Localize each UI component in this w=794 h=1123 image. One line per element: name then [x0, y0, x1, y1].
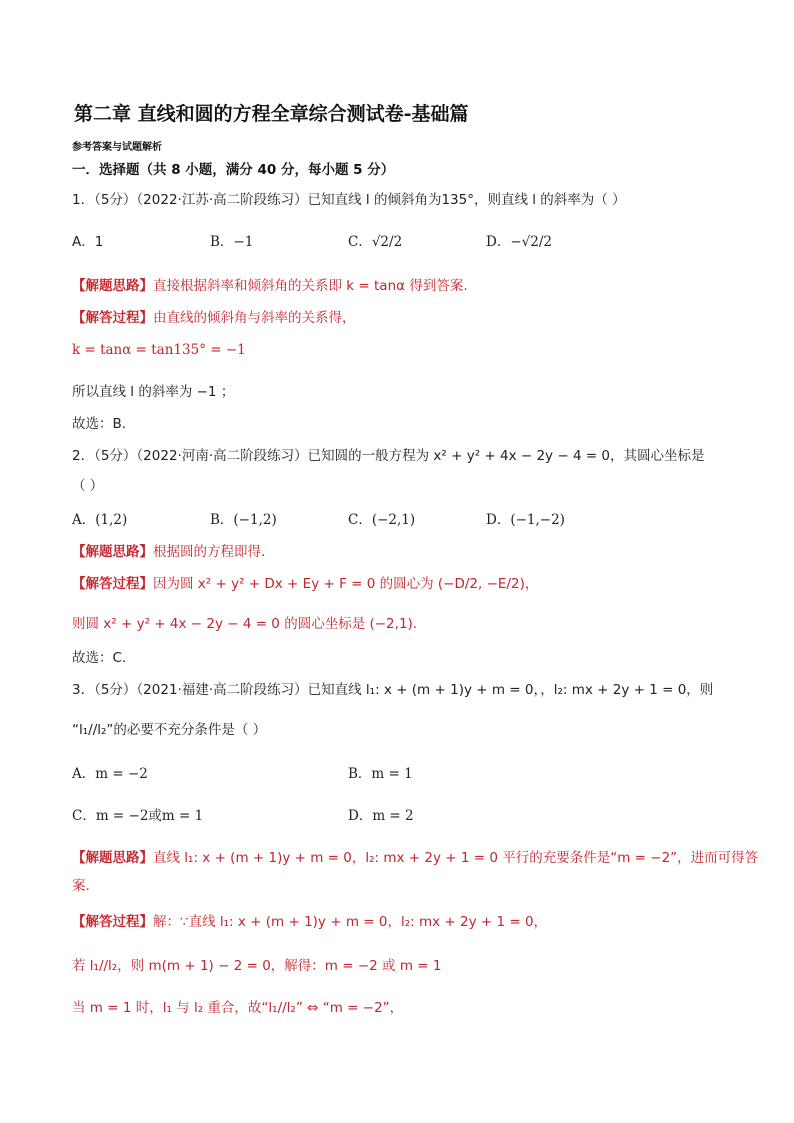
- q3-stem: 3．（5分）（2021·福建·高二阶段练习）已知直线 l₁: x + (m + 1)y + m = 0，，l₂: mx + 2y + 1 = 0，则: [72, 682, 714, 698]
- q3-idea-cont: 案.: [72, 878, 90, 894]
- q1-answer: 故选：B.: [72, 416, 127, 432]
- q2-stem-cont: （ ）: [72, 478, 104, 494]
- page-title: 第二章 直线和圆的方程全章综合测试卷-基础篇: [74, 103, 469, 125]
- q2-option-d: D．(−1,−2): [486, 512, 565, 528]
- q3-idea: [72, 848, 758, 868]
- q2-option-a: A．(1,2): [72, 512, 128, 528]
- q2-option-c: C．(−2,1): [348, 512, 416, 528]
- q1-option-a: A．1: [72, 234, 104, 250]
- q3-option-d: D．m = 2: [348, 808, 414, 824]
- q1-option-d: D．−√2/2: [486, 234, 552, 250]
- q2-process-label: 【解答过程】: [72, 576, 153, 592]
- q2-process: [72, 574, 538, 594]
- q2-option-b: B．(−1,2): [210, 512, 277, 528]
- q1-idea-text: 直接根据斜率和倾斜角的关系即 k = tanα 得到答案.: [153, 278, 468, 294]
- q3-line3: 当 m = 1 时，l₁ 与 l₂ 重合，故“l₁//l₂” ⇔ “m = −2”，: [72, 1000, 404, 1016]
- section-heading: 一．选择题（共 8 小题，满分 40 分，每小题 5 分）: [72, 162, 395, 178]
- q1-process-text: 由直线的倾斜角与斜率的关系得，: [153, 310, 356, 326]
- q3-stem-cont: “l₁//l₂”的必要不充分条件是（ ）: [72, 722, 267, 738]
- q1-stem: 1．（5分）（2022·江苏·高二阶段练习）已知直线 l 的倾斜角为135°，则直线 l 的斜率为（ ）: [72, 192, 626, 208]
- q2-process-text: 因为圆 x² + y² + Dx + Ey + F = 0 的圆心为 (−D/2, −E/2)，: [153, 576, 539, 592]
- q3-process-text: 解：∵直线 l₁: x + (m + 1)y + m = 0，l₂: mx + 2y + 1 = 0，: [153, 914, 548, 930]
- q2-idea-label: 【解题思路】: [72, 544, 153, 560]
- q3-option-a: A．m = −2: [72, 766, 148, 782]
- q3-option-b: B．m = 1: [348, 766, 413, 782]
- q1-option-b: B．−1: [210, 234, 254, 250]
- q2-idea: [72, 542, 265, 562]
- q3-process: [72, 912, 547, 932]
- q1-process: [72, 308, 356, 328]
- q1-idea-label: 【解题思路】: [72, 278, 153, 294]
- q2-conclusion: 则圆 x² + y² + 4x − 2y − 4 = 0 的圆心坐标是 (−2,1).: [72, 616, 418, 632]
- q3-idea-text: 直线 l₁: x + (m + 1)y + m = 0，l₂: mx + 2y + 1 = 0 平行的充要条件是“m = −2”，进而可得答: [153, 850, 759, 866]
- q2-idea-text: 根据圆的方程即得.: [153, 544, 266, 560]
- q1-formula: k = tanα = tan135° = −1: [72, 342, 246, 358]
- q1-conclusion: 所以直线 l 的斜率为 −1 ；: [72, 384, 235, 400]
- q2-answer: 故选：C.: [72, 650, 127, 666]
- q1-process-label: 【解答过程】: [72, 310, 153, 326]
- q3-idea-label: 【解题思路】: [72, 850, 153, 866]
- q1-option-c: C．√2/2: [348, 234, 403, 250]
- q2-stem: 2．（5分）（2022·河南·高二阶段练习）已知圆的一般方程为 x² + y² + 4x − 2y − 4 = 0，其圆心坐标是: [72, 448, 705, 464]
- q3-process-label: 【解答过程】: [72, 914, 153, 930]
- subtitle: 参考答案与试题解析: [72, 142, 162, 153]
- q1-idea: [72, 276, 468, 296]
- q3-line2: 若 l₁//l₂，则 m(m + 1) − 2 = 0，解得：m = −2 或 m = 1: [72, 958, 442, 974]
- q3-option-c: C．m = −2或m = 1: [72, 808, 204, 824]
